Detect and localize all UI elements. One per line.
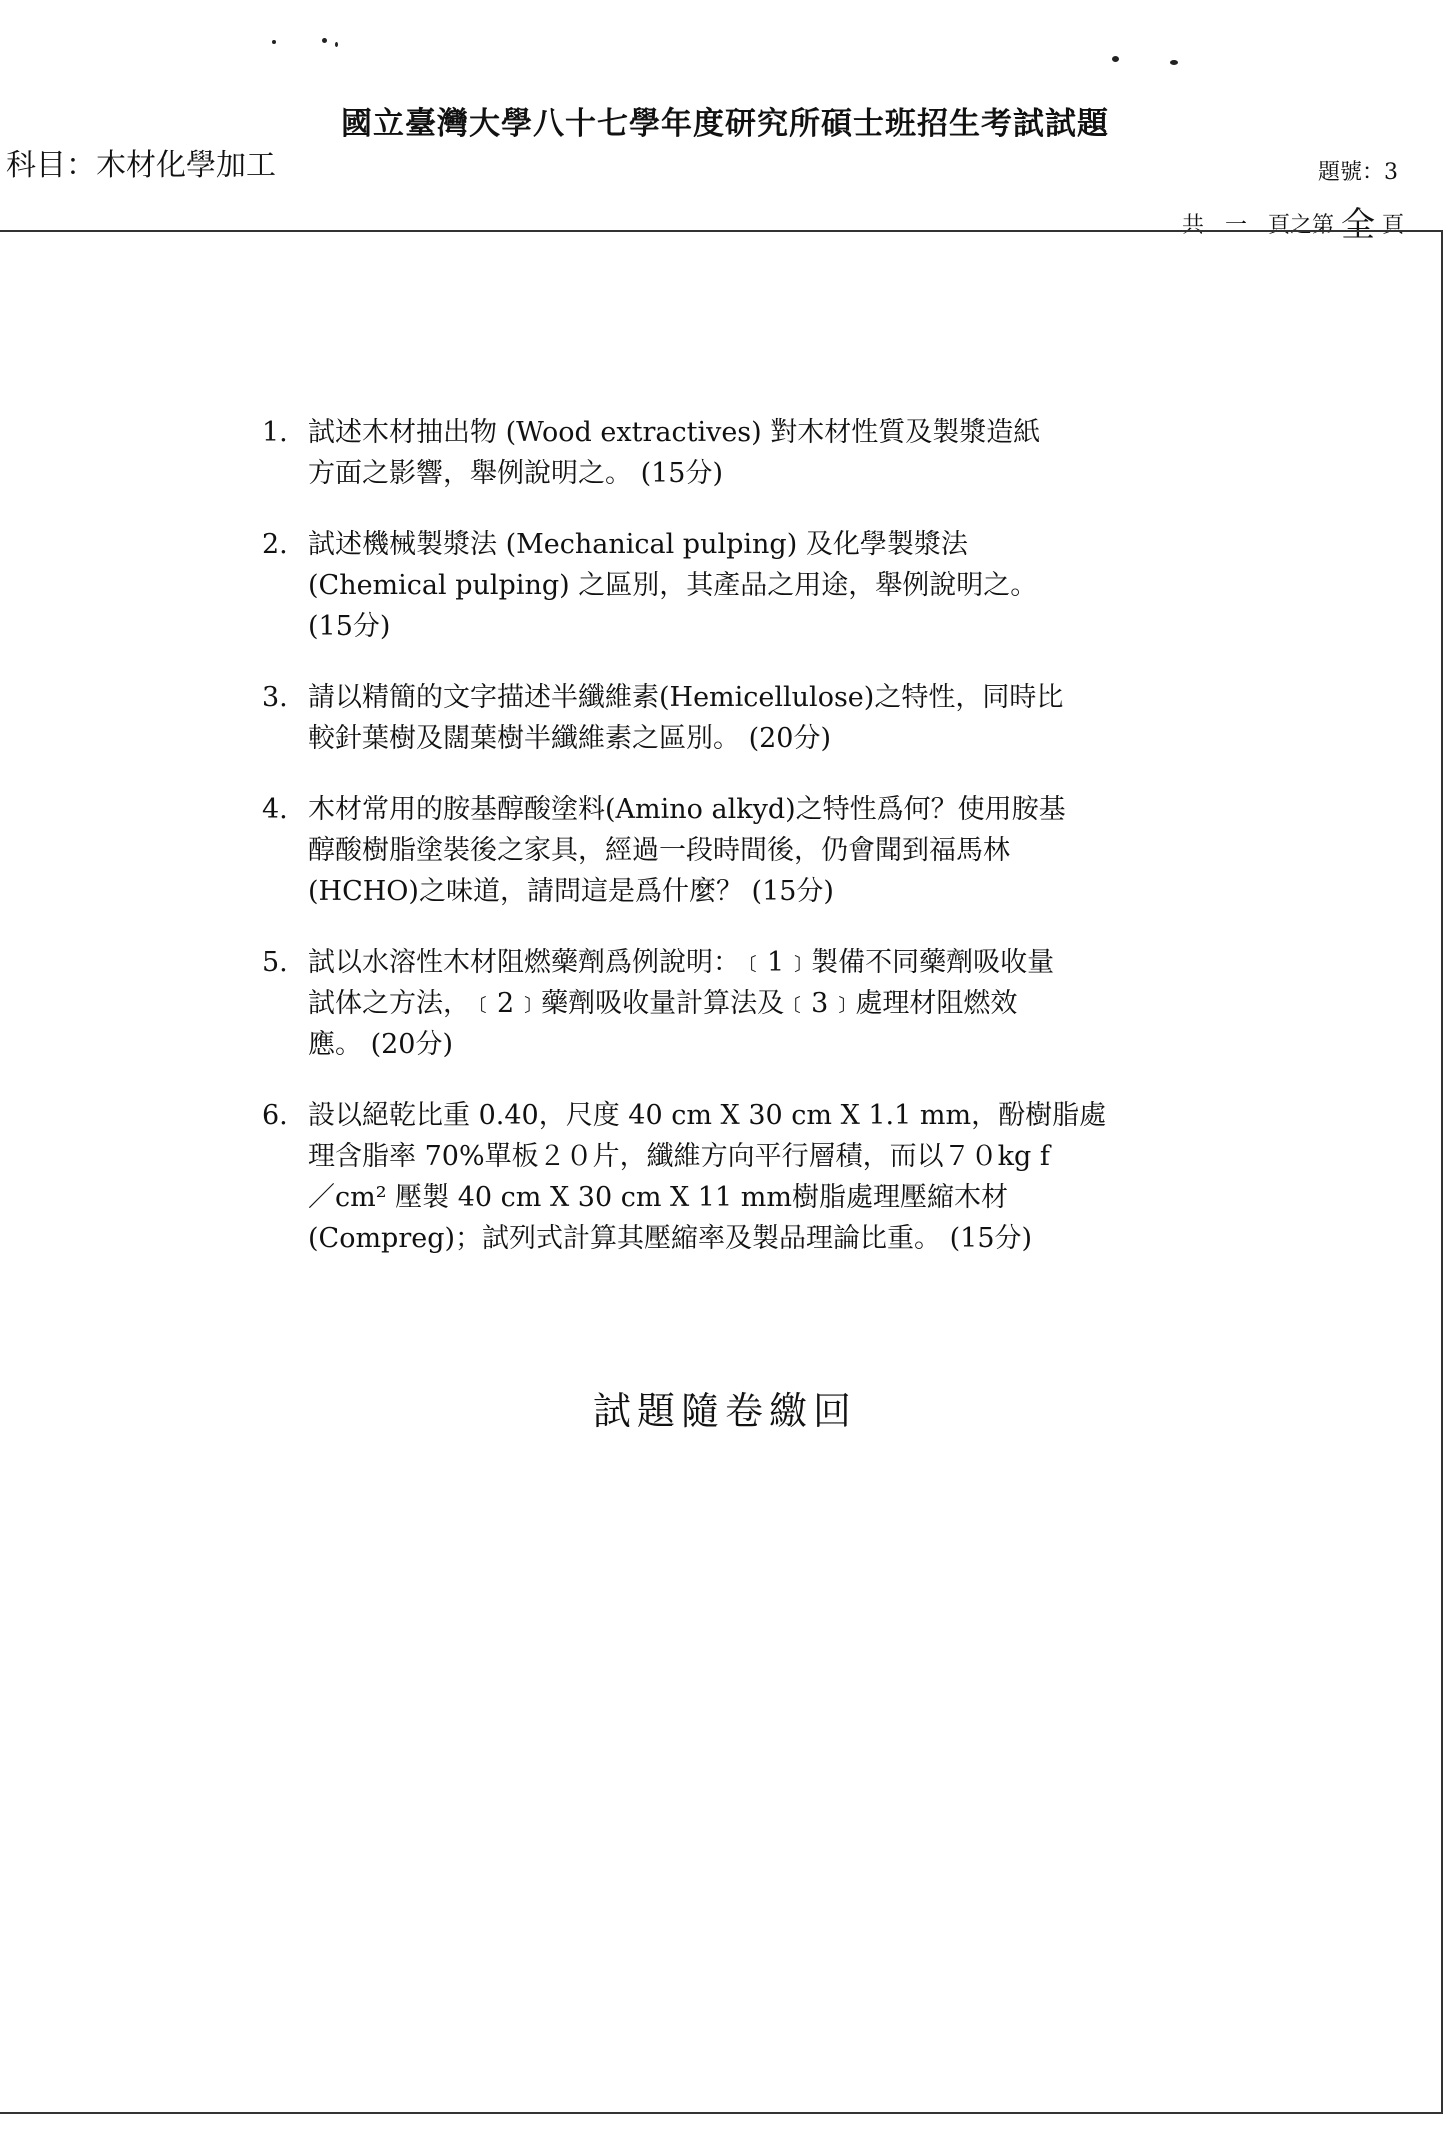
page-info-middle: 頁之第	[1268, 213, 1335, 238]
question-line: 應。 (20分)	[308, 1029, 454, 1060]
scan-speck	[335, 42, 338, 47]
page-info-total: 一	[1225, 213, 1248, 238]
question-line: (Compreg)；試列式計算其壓縮率及製品理論比重。 (15分)	[308, 1223, 1033, 1254]
question-line: (HCHO)之味道，請問這是爲什麼？ (15分)	[308, 876, 834, 907]
question-line: 理含脂率 70%單板２０片，纖維方向平行層積，而以７０kg f	[308, 1141, 1050, 1172]
page-info-prefix: 共	[1182, 213, 1205, 238]
question-line: 木材常用的胺基醇酸塗料(Amino alkyd)之特性爲何？使用胺基	[308, 794, 1066, 825]
page-info-suffix: 頁	[1382, 213, 1405, 238]
scan-speck	[322, 38, 327, 43]
question-line: ／cm² 壓製 40 cm X 30 cm X 11 mm樹脂處理壓縮木材	[308, 1182, 1008, 1213]
question-list	[262, 412, 1142, 1259]
question-line: 試以水溶性木材阻燃藥劑爲例說明：﹝1﹞製備不同藥劑吸收量	[308, 947, 1055, 978]
page-info-page: 全	[1341, 205, 1376, 245]
question-number: 6.	[262, 1100, 288, 1131]
question-line: (Chemical pulping) 之區別，其產品之用途，舉例說明之。	[308, 570, 1038, 601]
scan-speck	[1170, 60, 1178, 65]
exam-title: 國立臺灣大學八十七學年度研究所碩士班招生考試試題	[341, 106, 1109, 142]
return-with-answer-sheet-stamp: 試題隨卷繳回	[592, 1389, 857, 1433]
scan-speck	[272, 40, 276, 44]
question-number: 4.	[262, 794, 288, 825]
question-line: 較針葉樹及闊葉樹半纖維素之區別。 (20分)	[308, 723, 832, 754]
question-item	[262, 677, 1142, 759]
question-line: 試述木材抽出物 (Wood extractives) 對木材性質及製漿造紙	[308, 417, 1041, 448]
question-line: 試体之方法，﹝2﹞藥劑吸收量計算法及﹝3﹞處理材阻燃效	[308, 988, 1018, 1019]
question-number-label: 題號：3	[1318, 160, 1398, 185]
question-number: 5.	[262, 947, 288, 978]
question-number: 1.	[262, 417, 288, 448]
question-item	[262, 942, 1142, 1065]
question-line: 方面之影響，舉例說明之。 (15分)	[308, 458, 724, 489]
question-item	[262, 524, 1142, 647]
question-line: (15分)	[308, 611, 391, 642]
question-line: 請以精簡的文字描述半纖維素(Hemicellulose)之特性，同時比	[308, 682, 1064, 713]
question-number: 2.	[262, 529, 288, 560]
question-line: 醇酸樹脂塗裝後之家具，經過一段時間後，仍會聞到福馬林	[308, 835, 1010, 866]
question-item	[262, 412, 1142, 494]
scan-speck	[1112, 56, 1119, 62]
question-line: 設以絕乾比重 0.40，尺度 40 cm X 30 cm X 1.1 mm，酚樹脂處	[308, 1100, 1107, 1131]
question-number: 3.	[262, 682, 288, 713]
question-item	[262, 789, 1142, 912]
question-item	[262, 1095, 1142, 1259]
question-line: 試述機械製漿法 (Mechanical pulping) 及化學製漿法	[308, 529, 968, 560]
exam-subject: 科目：木材化學加工	[6, 148, 276, 183]
